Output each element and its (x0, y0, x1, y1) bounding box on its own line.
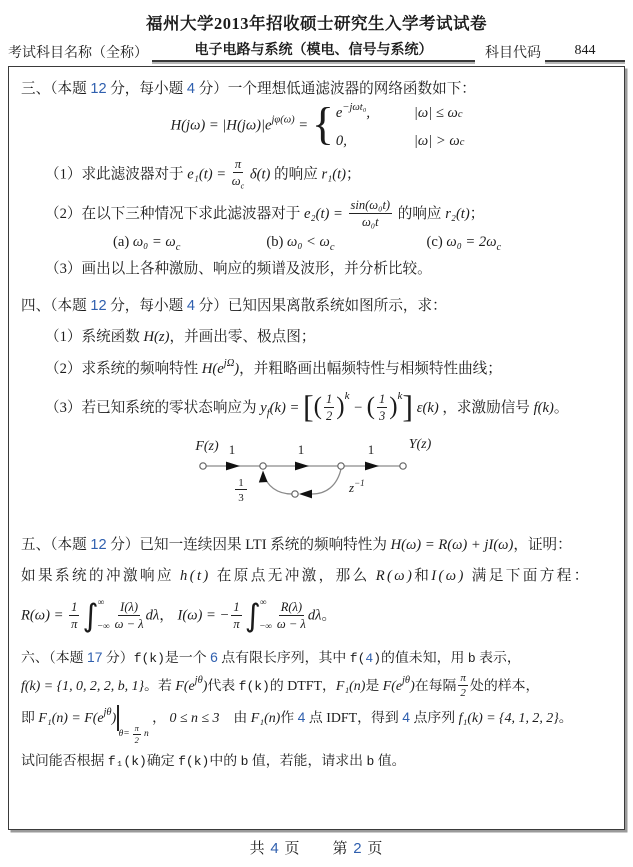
text-run: 。 (553, 399, 569, 416)
text-run: 是一个 (164, 651, 211, 667)
node-mid (337, 463, 343, 469)
math-F1-eval: F₁(n) = F(e (38, 710, 104, 726)
var-b: b (467, 651, 476, 667)
text-run: 点有限长序列，其中 (217, 651, 350, 667)
case-value: 0, (335, 133, 347, 150)
points-number: 12 (90, 81, 107, 97)
text-run: 三、（本题 (21, 81, 91, 97)
text-run: 在原点无冲激，那么 (210, 567, 376, 584)
subject-label: 考试科目名称（全称） (8, 46, 148, 61)
text-run: 点 IDFT，得到 (305, 710, 403, 726)
math-e2: e₂(t) = (304, 205, 347, 222)
left-paren: ( (366, 393, 375, 421)
case-condition: |ω| > ω (413, 133, 460, 150)
math-ht: h(t) (180, 567, 211, 584)
fraction-numerator: I(λ) (120, 599, 139, 614)
text-run: 确定 (146, 753, 179, 769)
text-run: （2）求系统的频响特性 (45, 361, 202, 378)
text-run: 的 DTFT， (269, 679, 336, 695)
fraction-sinc (349, 198, 393, 229)
var-b: b (240, 753, 249, 769)
total-pages: 4 (270, 840, 280, 857)
math-inequality: 0 ≤ n ≤ 3 (169, 710, 220, 726)
delay-label (348, 478, 365, 495)
text-run: 。 (558, 710, 573, 726)
math-R-omega: R(ω) (375, 567, 415, 584)
page-title: 福州大学2013年招收硕士研究生入学考试试卷 (146, 14, 487, 33)
points-number: 4 (297, 708, 306, 725)
seq-f4: f( (349, 651, 366, 667)
case-value (336, 100, 414, 124)
fraction-denominator: 2 (460, 687, 466, 700)
fraction-numerator: R(λ) (280, 599, 303, 614)
arrowhead-left (299, 489, 312, 498)
q6-line-3 (21, 705, 614, 746)
text-run: 作 (280, 710, 298, 726)
math-sub-c: c (175, 241, 181, 253)
integral-limits (260, 597, 272, 635)
feedback-curve-left (263, 474, 292, 494)
case-condition: |ω| ≤ ω (413, 105, 458, 122)
text-run: ，求激励信号 (438, 399, 534, 416)
points-number: 12 (90, 298, 107, 315)
text-run: 点序列 (410, 710, 459, 726)
math-r2: r₂(t) (445, 205, 470, 222)
q4-item-3 (21, 389, 614, 424)
option-c (427, 234, 502, 253)
q6-line-1 (21, 647, 614, 669)
arrowhead (365, 461, 379, 470)
arrowhead (226, 461, 240, 470)
right-paren: ) (336, 393, 345, 421)
text-run: ， (148, 710, 170, 726)
math-exponent: jΩ (223, 358, 235, 370)
math-sub-c: c (457, 109, 463, 121)
math-F-dtft: F(e (382, 679, 403, 695)
text-run: （1）求此滤波器对于 (45, 167, 188, 184)
fraction-denominator: ω − λ (276, 616, 306, 631)
text-run: 处的样本， (469, 679, 540, 695)
seq-f1k: f₁(k) (107, 753, 147, 769)
feedback-gain-numerator: 1 (237, 476, 244, 489)
q4-signal-flow-graph (21, 426, 614, 527)
math-F-dtft: F(e (175, 679, 195, 695)
fraction-denominator (232, 173, 244, 191)
math-sub-f: f (266, 407, 270, 419)
fraction-numerator: π (133, 724, 141, 736)
math-epsilon: ε(k) (413, 399, 439, 416)
fraction-one-half (324, 392, 334, 423)
text-run: 值，若能，请求出 (248, 753, 367, 769)
fraction-numerator: 1 (378, 391, 386, 406)
fraction-denominator: π (71, 616, 78, 631)
text-run: 分）已知因果离散系统如图所示，求： (194, 298, 447, 315)
left-paren: ( (313, 393, 322, 421)
math-n: n (143, 728, 149, 739)
option-expr: ω₀ = 2ω (446, 233, 497, 250)
feedback-gain-denominator: 3 (237, 491, 244, 504)
fraction-numerator: 1 (326, 391, 333, 406)
math-sub-c: c (329, 241, 335, 253)
math-e: e (335, 105, 343, 122)
math-eq: = (294, 117, 312, 134)
label-Yz: Y(z) (408, 436, 431, 452)
arrowhead-up (258, 470, 267, 482)
math-close-paren: ) (410, 679, 415, 695)
math-e: e (265, 117, 272, 134)
text-run: ； (346, 167, 361, 184)
case-row (336, 100, 464, 124)
var-b: b (366, 753, 375, 769)
q3-case-options (21, 234, 614, 253)
fraction-numerator: sin(ω₀t) (350, 197, 391, 212)
text-run: 五、（本题 (21, 536, 91, 553)
math-close-paren: ) (111, 710, 117, 726)
math-e1: e₁(t) = (187, 167, 230, 184)
upper-limit: ∞ (97, 598, 105, 609)
text-run: 。 (321, 607, 337, 624)
q5-line-2 (21, 566, 614, 587)
math-Hz: H(z) (143, 329, 170, 346)
seq-f4-index: 4 (365, 651, 374, 667)
text-run: 共 (249, 841, 271, 857)
math-delta: δ(t) (246, 167, 271, 184)
math-phase-sup: jφ(ω) (271, 114, 295, 126)
math-R-lhs: R(ω) = (21, 607, 68, 624)
text-run: 四、（本题 (21, 298, 91, 315)
text-run: 页 (362, 841, 384, 857)
option-tag: (c) (426, 233, 447, 250)
text-run: 分，每小题 (106, 81, 187, 97)
math-f1k-sequence: f₁(k) = {4, 1, 2, 2} (458, 710, 559, 726)
feedback-curve-right (312, 469, 341, 494)
fraction-I-lambda (115, 600, 144, 631)
points-number: 12 (90, 536, 107, 553)
text-run: 的值未知，用 (381, 651, 468, 667)
fraction-denominator: ω − λ (114, 616, 144, 631)
fraction-denominator: ω₀t (361, 214, 379, 229)
text-run: ，并画出零、极点图； (169, 329, 316, 346)
left-bracket: [ (303, 388, 314, 425)
option-b (266, 234, 334, 253)
q6-line-2 (21, 673, 614, 701)
q3-heading (21, 79, 614, 100)
math-sub-c: c (496, 241, 502, 253)
length-number: 6 (210, 649, 218, 666)
text-run: 和 (414, 567, 432, 584)
text-run: 中的 (209, 753, 241, 769)
math-fk: f(k) (533, 399, 554, 416)
integral-sign: ∫ (82, 597, 99, 634)
math-z-exponent: −1 (353, 477, 365, 488)
integral (245, 597, 274, 635)
text-run: 满足下面方程： (465, 567, 591, 584)
points-number: 4 (402, 708, 410, 725)
page-footer (0, 837, 633, 858)
code-label: 科目代码 (485, 46, 541, 61)
math-F1n: F₁(n) (335, 679, 366, 695)
text-run: ； (469, 205, 485, 222)
fraction-numerator: 1 (71, 599, 78, 614)
math-r1: r₁(t) (321, 167, 347, 184)
math-fk-sequence: f(k) = {1, 0, 2, 2, b, 1} (21, 679, 145, 695)
math-dlambda: dλ (145, 607, 160, 624)
math-lhs: H(jω) = |H(jω)| (170, 117, 266, 134)
text-run: 分）一个理想低通滤波器的网络函数如下： (194, 81, 476, 97)
q3-network-function-formula (21, 97, 614, 152)
option-expr: ω₀ < ω (287, 233, 330, 250)
option-tag: (b) (266, 233, 288, 250)
option-tag: (a) (113, 233, 133, 250)
math-exponent: jθ (402, 675, 411, 687)
q5-hilbert-equations (21, 597, 614, 635)
math-I-omega: I(ω) (431, 567, 466, 584)
math-yk: (k) = (269, 399, 304, 416)
text-run: 是 (365, 679, 383, 695)
q4-item-1 (21, 327, 614, 348)
math-exponent: −jωt₀ (342, 102, 367, 114)
math-exponent: jθ (103, 706, 112, 718)
points-number: 4 (186, 81, 195, 97)
text-run: 即 (21, 710, 39, 726)
q4-item-2 (21, 356, 614, 380)
option-a (113, 234, 180, 253)
q4-heading (21, 296, 614, 317)
question-area (8, 66, 625, 830)
subject-name: 电子电路与系统（模电、信号与系统） (152, 39, 475, 62)
text-run: 表示， (475, 651, 521, 667)
right-bracket: ] (402, 388, 414, 425)
fraction-pi-over-2 (458, 672, 468, 700)
text-run: 代表 (207, 679, 239, 695)
q5-heading (21, 535, 614, 556)
fraction-pi-over-omega-c (232, 157, 244, 191)
fraction-denominator: π (233, 616, 240, 631)
option-expr: ω₀ = ω (132, 233, 176, 250)
gain-label-1: 1 (228, 441, 235, 457)
text-run: 分） (102, 651, 134, 667)
gain-label-1: 1 (367, 441, 374, 457)
fraction-numerator: 1 (233, 599, 240, 614)
text-run: 页 第 (279, 841, 354, 857)
case-row (336, 131, 464, 152)
fraction-numerator: π (234, 157, 242, 172)
math-close-paren: ) (202, 679, 208, 695)
code-value: 844 (545, 43, 625, 62)
math-y: y (260, 399, 267, 416)
integral (82, 597, 111, 635)
q3-item-2 (21, 199, 614, 230)
arrowhead (295, 461, 309, 470)
fraction-numerator: π (458, 672, 468, 686)
text-run: （1）系统函数 (45, 329, 144, 346)
fraction-denominator: 2 (326, 408, 333, 423)
lower-limit: −∞ (97, 622, 110, 633)
math-H-omega: H(ω) = R(ω) + jI(ω) (390, 536, 514, 553)
text-run: 分，每小题 (106, 298, 187, 315)
integral-sign: ∫ (244, 597, 261, 634)
subject-line (8, 39, 625, 62)
sfg-svg (178, 426, 458, 522)
text-run: 试问能否根据 (21, 753, 108, 769)
math-dlambda: dλ (307, 607, 322, 624)
evaluation-subscript (119, 724, 149, 746)
seq-fk: f(k) (178, 753, 210, 769)
math-minus: − (349, 399, 367, 416)
text-run: ，证明： (513, 536, 572, 553)
q3-item-1 (21, 158, 614, 192)
text-run: 在每隔 (414, 679, 457, 695)
text-run: 的响应 (270, 167, 322, 184)
seq-fk: f(k) (238, 679, 270, 695)
seq-f4-close: ) (373, 651, 382, 667)
upper-limit: ∞ (259, 598, 267, 609)
points-number: 4 (186, 298, 195, 315)
points-number: 17 (86, 649, 103, 666)
node-output (399, 463, 405, 469)
separator: ， (159, 607, 174, 624)
text-run: 如果系统的冲激响应 (21, 567, 180, 584)
math-exponent: jθ (194, 675, 203, 687)
fraction-one-third (377, 392, 387, 423)
text-run: 六、（本题 (21, 651, 87, 667)
current-page: 2 (353, 840, 363, 857)
cases-brace: { (311, 97, 334, 149)
math-F1n: F₁(n) (250, 710, 281, 726)
text-run: ，并粗略画出幅频特性与相频特性曲线； (239, 361, 502, 378)
text-run: （3）若已知系统的零状态响应为 (45, 399, 261, 416)
math-z: z (348, 479, 354, 495)
text-run: （2）在以下三种情况下求此滤波器对于 (45, 205, 305, 222)
math-sub-c: c (240, 181, 245, 191)
text-run: 。若 (144, 679, 176, 695)
math-I-lhs: I(ω) = − (177, 607, 230, 624)
text-run: 分）已知一连续因果 LTI 系统的频响特性为 (106, 536, 391, 553)
gain-label-1: 1 (297, 441, 304, 457)
math-comma: , (366, 105, 371, 122)
integral-limits (98, 597, 110, 635)
q3-item-3: （3）画出以上各种激励、响应的频谱及波形，并分析比较。 (45, 260, 432, 277)
text-run: 的响应 (394, 205, 446, 222)
math-sub-c: c (459, 137, 465, 149)
node-sum (259, 463, 265, 469)
fraction-one-over-pi (231, 600, 241, 631)
node-delay (291, 491, 297, 497)
fraction-one-over-pi (69, 600, 79, 631)
seq-fk: f(k) (133, 651, 165, 667)
q6-line-4 (21, 752, 614, 772)
right-paren: ) (389, 393, 398, 421)
math-theta-eq: θ= (118, 728, 130, 739)
text-run: 值。 (374, 753, 406, 769)
label-Fz: F(z) (194, 438, 219, 454)
fraction-denominator: 2 (134, 735, 139, 746)
cases-block (336, 100, 464, 152)
fraction-pi-over-2 (133, 724, 141, 746)
math-H-ejo: H(e (201, 361, 224, 378)
lower-limit: −∞ (259, 622, 272, 633)
math-exponent-k: k (344, 389, 350, 402)
fraction-R-lambda (277, 600, 306, 631)
text-run: 由 (219, 710, 251, 726)
math-exponent-k: k (397, 389, 403, 402)
math-omega: ω (231, 174, 241, 189)
fraction-denominator: 3 (378, 408, 386, 423)
math-close-paren: ) (234, 361, 240, 378)
node-input (199, 463, 205, 469)
